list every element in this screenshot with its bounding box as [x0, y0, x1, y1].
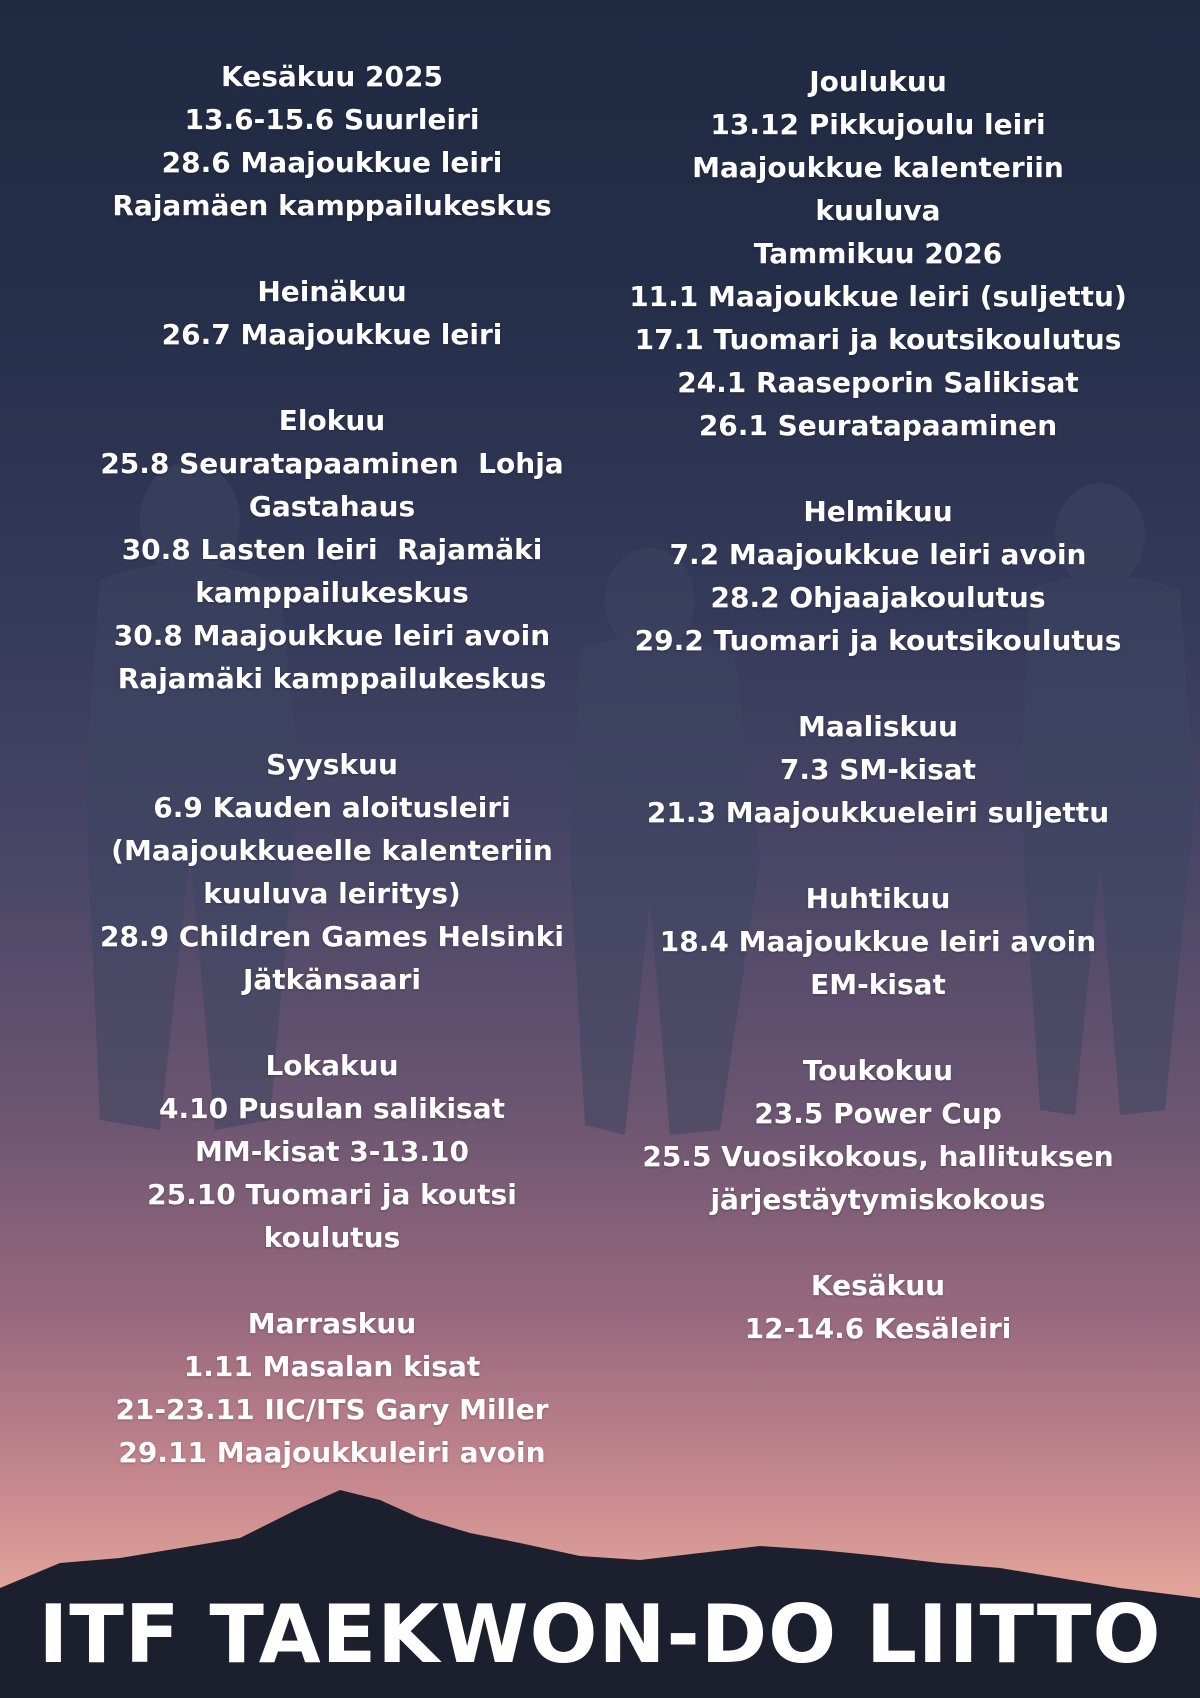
event-line: koulutus [263, 1221, 401, 1254]
month-section-kesakuu-2025 [52, 55, 612, 227]
event-line: 21-23.11 IIC/ITS Gary Miller [115, 1393, 549, 1426]
event-line: Gastahaus [248, 490, 416, 523]
event-line: 28.9 Children Games Helsinki [100, 920, 564, 953]
event-line: 18.4 Maajoukkue leiri avoin [659, 925, 1097, 958]
event-line: 26.1 Seuratapaaminen [698, 409, 1058, 442]
event-line: 24.1 Raaseporin Salikisat [677, 366, 1079, 399]
event-line: kamppailukeskus [195, 576, 469, 609]
month-heading: Tammikuu 2026 [753, 237, 1003, 270]
event-line: 4.10 Pusulan salikisat [159, 1092, 505, 1125]
event-line: 13.12 Pikkujoulu leiri [710, 108, 1046, 141]
month-heading: Huhtikuu [805, 882, 951, 915]
event-line: 23.5 Power Cup [754, 1097, 1002, 1130]
event-line: 25.8 Seuratapaaminen Lohja [100, 447, 564, 480]
month-section-lokakuu [52, 1044, 612, 1259]
event-line: MM-kisat 3-13.10 [195, 1135, 469, 1168]
event-line: 12-14.6 Kesäleiri [744, 1312, 1012, 1345]
event-line: 17.1 Tuomari ja koutsikoulutus [634, 323, 1122, 356]
event-line: Rajamäki kamppailukeskus [117, 662, 547, 695]
month-section-marraskuu [52, 1302, 612, 1474]
event-line: 30.8 Lasten leiri Rajamäki [121, 533, 543, 566]
event-line: 29.11 Maajoukkuleiri avoin [118, 1436, 546, 1469]
event-line: 29.2 Tuomari ja koutsikoulutus [634, 624, 1122, 657]
month-section-heinakuu [52, 270, 612, 356]
month-section-helmikuu [598, 490, 1158, 662]
month-heading: Kesäkuu 2025 [221, 60, 443, 93]
event-line: kuuluva [815, 194, 941, 227]
event-line: 7.2 Maajoukkue leiri avoin [669, 538, 1087, 571]
event-line: 25.5 Vuosikokous, hallituksen [642, 1140, 1114, 1173]
month-heading: Lokakuu [265, 1049, 399, 1082]
month-section-joulukuu [598, 60, 1158, 447]
month-section-huhtikuu [598, 877, 1158, 1006]
event-line: Rajamäen kamppailukeskus [112, 189, 552, 222]
event-line: 25.10 Tuomari ja koutsi [147, 1178, 517, 1211]
month-heading: Marraskuu [247, 1307, 417, 1340]
event-line: Jätkänsaari [242, 963, 421, 996]
event-line: kuuluva leiritys) [203, 877, 461, 910]
event-line: 26.7 Maajoukkue leiri [161, 318, 503, 351]
month-section-kesakuu-2026 [598, 1264, 1158, 1350]
month-heading: Helmikuu [803, 495, 953, 528]
event-line: 11.1 Maajoukkue leiri (suljettu) [629, 280, 1127, 313]
event-line: 30.8 Maajoukkue leiri avoin [113, 619, 551, 652]
event-line: 1.11 Masalan kisat [183, 1350, 481, 1383]
event-line: 28.2 Ohjaajakoulutus [710, 581, 1046, 614]
event-line: 7.3 SM-kisat [779, 753, 977, 786]
month-heading: Syyskuu [266, 748, 398, 781]
month-section-elokuu [52, 399, 612, 700]
event-line: Maajoukkue kalenteriin [692, 151, 1064, 184]
left-column [52, 55, 612, 1517]
event-line: 6.9 Kauden aloitusleiri [153, 791, 511, 824]
event-line: 28.6 Maajoukkue leiri [161, 146, 503, 179]
month-heading: Elokuu [278, 404, 386, 437]
month-heading: Heinäkuu [257, 275, 407, 308]
organization-title: ITF TAEKWON-DO LIITTO [38, 1588, 1162, 1681]
event-line: 13.6-15.6 Suurleiri [184, 103, 480, 136]
event-line: (Maajoukkueelle kalenteriin [111, 834, 553, 867]
month-heading: Kesäkuu [810, 1269, 946, 1302]
month-heading: Toukokuu [802, 1054, 954, 1087]
month-section-maaliskuu [598, 705, 1158, 834]
month-section-toukokuu [598, 1049, 1158, 1221]
event-line: järjestäytymiskokous [710, 1183, 1046, 1216]
right-column [598, 60, 1158, 1393]
event-line: EM-kisat [810, 968, 946, 1001]
event-line: 21.3 Maajoukkueleiri suljettu [646, 796, 1110, 829]
month-heading: Joulukuu [809, 65, 947, 98]
month-heading: Maaliskuu [797, 710, 958, 743]
month-section-syyskuu [52, 743, 612, 1001]
